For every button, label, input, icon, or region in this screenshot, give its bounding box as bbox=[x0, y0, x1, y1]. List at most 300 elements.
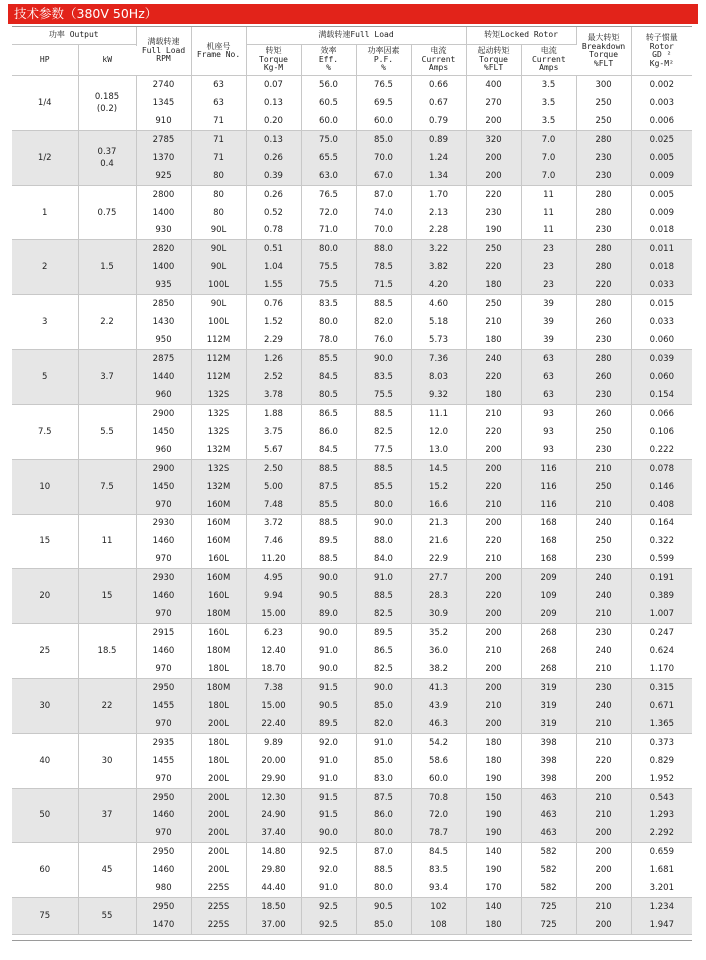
header-power: 功率 Output bbox=[12, 27, 136, 45]
breakdown-torque-cell: 230 bbox=[576, 149, 631, 167]
rpm-cell: 935 bbox=[136, 276, 191, 294]
starting-torque-cell: 180 bbox=[466, 386, 521, 404]
frame-cell: 160L bbox=[191, 550, 246, 568]
locked-current-cell: 209 bbox=[521, 569, 576, 587]
efficiency-cell: 80.0 bbox=[301, 240, 356, 258]
torque-cell: 22.40 bbox=[246, 715, 301, 733]
breakdown-torque-cell: 210 bbox=[576, 733, 631, 751]
power-factor-cell: 85.5 bbox=[356, 478, 411, 496]
power-factor-cell: 86.5 bbox=[356, 642, 411, 660]
torque-cell: 0.76 bbox=[246, 295, 301, 313]
torque-cell: 37.40 bbox=[246, 824, 301, 842]
hp-cell: 5 bbox=[12, 350, 78, 405]
hp-cell: 1/4 bbox=[12, 76, 78, 131]
torque-cell: 4.95 bbox=[246, 569, 301, 587]
frame-cell: 80 bbox=[191, 185, 246, 203]
rotor-gd2-cell: 1.293 bbox=[631, 807, 692, 825]
locked-current-cell: 582 bbox=[521, 861, 576, 879]
power-factor-cell: 87.5 bbox=[356, 788, 411, 806]
efficiency-cell: 56.0 bbox=[301, 76, 356, 94]
frame-cell: 71 bbox=[191, 112, 246, 130]
rotor-gd2-cell: 0.659 bbox=[631, 843, 692, 861]
torque-cell: 0.13 bbox=[246, 130, 301, 148]
starting-torque-cell: 190 bbox=[466, 824, 521, 842]
rpm-cell: 1400 bbox=[136, 204, 191, 222]
efficiency-cell: 89.5 bbox=[301, 532, 356, 550]
rotor-gd2-cell: 0.018 bbox=[631, 258, 692, 276]
locked-current-cell: 93 bbox=[521, 423, 576, 441]
torque-cell: 1.26 bbox=[246, 350, 301, 368]
hp-cell: 25 bbox=[12, 624, 78, 679]
breakdown-torque-cell: 280 bbox=[576, 130, 631, 148]
efficiency-cell: 76.5 bbox=[301, 185, 356, 203]
torque-cell: 2.52 bbox=[246, 368, 301, 386]
torque-cell: 29.80 bbox=[246, 861, 301, 879]
locked-current-cell: 23 bbox=[521, 240, 576, 258]
torque-cell: 12.40 bbox=[246, 642, 301, 660]
power-factor-cell: 88.5 bbox=[356, 587, 411, 605]
torque-cell: 15.00 bbox=[246, 697, 301, 715]
rpm-cell: 2950 bbox=[136, 898, 191, 916]
kw-value: 0.4 bbox=[100, 158, 114, 169]
efficiency-cell: 88.5 bbox=[301, 459, 356, 477]
power-factor-cell: 75.5 bbox=[356, 386, 411, 404]
table-row bbox=[12, 459, 692, 477]
torque-cell: 1.04 bbox=[246, 258, 301, 276]
starting-torque-cell: 250 bbox=[466, 240, 521, 258]
hp-cell: 20 bbox=[12, 569, 78, 624]
power-factor-cell: 76.0 bbox=[356, 331, 411, 349]
kw-value: 15 bbox=[101, 591, 113, 602]
frame-cell: 225S bbox=[191, 916, 246, 934]
header-breakdown: 最大转矩 Breakdown Torque %FLT bbox=[576, 27, 631, 76]
kw-cell bbox=[78, 514, 136, 569]
header-locked-current: 电流 Current Amps bbox=[521, 45, 576, 76]
frame-cell: 90L bbox=[191, 240, 246, 258]
efficiency-cell: 90.5 bbox=[301, 697, 356, 715]
locked-current-cell: 463 bbox=[521, 824, 576, 842]
current-cell: 7.36 bbox=[411, 350, 466, 368]
torque-cell: 7.38 bbox=[246, 678, 301, 696]
starting-torque-cell: 210 bbox=[466, 404, 521, 422]
hp-cell: 30 bbox=[12, 678, 78, 733]
breakdown-torque-cell: 280 bbox=[576, 258, 631, 276]
torque-cell: 0.52 bbox=[246, 204, 301, 222]
locked-current-cell: 725 bbox=[521, 898, 576, 916]
motor-group bbox=[12, 350, 692, 405]
efficiency-cell: 92.0 bbox=[301, 733, 356, 751]
starting-torque-cell: 200 bbox=[466, 624, 521, 642]
current-cell: 43.9 bbox=[411, 697, 466, 715]
current-cell: 12.0 bbox=[411, 423, 466, 441]
rotor-gd2-cell: 0.315 bbox=[631, 678, 692, 696]
rpm-cell: 2785 bbox=[136, 130, 191, 148]
power-factor-cell: 87.0 bbox=[356, 843, 411, 861]
current-cell: 11.1 bbox=[411, 404, 466, 422]
current-cell: 83.5 bbox=[411, 861, 466, 879]
power-factor-cell: 82.5 bbox=[356, 660, 411, 678]
motor-group bbox=[12, 185, 692, 240]
table-row bbox=[12, 898, 692, 916]
header-current: 电流 Current Amps bbox=[411, 45, 466, 76]
frame-cell: 160M bbox=[191, 496, 246, 514]
breakdown-torque-cell: 240 bbox=[576, 514, 631, 532]
frame-cell: 112M bbox=[191, 350, 246, 368]
locked-current-cell: 3.5 bbox=[521, 76, 576, 94]
efficiency-cell: 65.5 bbox=[301, 149, 356, 167]
starting-torque-cell: 270 bbox=[466, 94, 521, 112]
current-cell: 4.60 bbox=[411, 295, 466, 313]
kw-cell bbox=[78, 678, 136, 733]
motor-group bbox=[12, 733, 692, 788]
frame-cell: 63 bbox=[191, 94, 246, 112]
rotor-gd2-cell: 0.039 bbox=[631, 350, 692, 368]
kw-value: 0.37 bbox=[97, 146, 117, 157]
current-cell: 35.2 bbox=[411, 624, 466, 642]
current-cell: 70.8 bbox=[411, 788, 466, 806]
efficiency-cell: 75.5 bbox=[301, 258, 356, 276]
breakdown-torque-cell: 240 bbox=[576, 569, 631, 587]
hp-cell: 2 bbox=[12, 240, 78, 295]
header-speed: 满载转速 Full Load RPM bbox=[136, 27, 191, 76]
rpm-cell: 910 bbox=[136, 112, 191, 130]
rpm-cell: 2950 bbox=[136, 788, 191, 806]
rotor-gd2-cell: 0.015 bbox=[631, 295, 692, 313]
breakdown-torque-cell: 210 bbox=[576, 788, 631, 806]
locked-current-cell: 268 bbox=[521, 624, 576, 642]
rotor-gd2-cell: 0.389 bbox=[631, 587, 692, 605]
power-factor-cell: 83.0 bbox=[356, 770, 411, 788]
current-cell: 93.4 bbox=[411, 879, 466, 897]
motor-group bbox=[12, 843, 692, 898]
torque-cell: 14.80 bbox=[246, 843, 301, 861]
kw-value: 7.5 bbox=[100, 481, 114, 492]
rotor-gd2-cell: 1.007 bbox=[631, 605, 692, 623]
kw-cell bbox=[78, 459, 136, 514]
breakdown-torque-cell: 210 bbox=[576, 459, 631, 477]
frame-cell: 200L bbox=[191, 788, 246, 806]
frame-cell: 200L bbox=[191, 770, 246, 788]
motor-group bbox=[12, 898, 692, 935]
kw-value: 55 bbox=[101, 911, 113, 922]
motor-group bbox=[12, 240, 692, 295]
hp-cell: 7.5 bbox=[12, 404, 78, 459]
torque-cell: 18.70 bbox=[246, 660, 301, 678]
table-row bbox=[12, 404, 692, 422]
rotor-gd2-cell: 0.033 bbox=[631, 313, 692, 331]
frame-cell: 225S bbox=[191, 898, 246, 916]
torque-cell: 1.55 bbox=[246, 276, 301, 294]
kw-value: 1.5 bbox=[100, 262, 114, 273]
efficiency-cell: 80.0 bbox=[301, 313, 356, 331]
frame-cell: 112M bbox=[191, 368, 246, 386]
torque-cell: 9.94 bbox=[246, 587, 301, 605]
power-factor-cell: 78.5 bbox=[356, 258, 411, 276]
rotor-gd2-cell: 0.003 bbox=[631, 94, 692, 112]
frame-cell: 71 bbox=[191, 130, 246, 148]
breakdown-torque-cell: 200 bbox=[576, 824, 631, 842]
frame-cell: 160M bbox=[191, 532, 246, 550]
locked-current-cell: 168 bbox=[521, 550, 576, 568]
power-factor-cell: 90.0 bbox=[356, 514, 411, 532]
locked-current-cell: 209 bbox=[521, 605, 576, 623]
motor-group bbox=[12, 404, 692, 459]
breakdown-torque-cell: 230 bbox=[576, 624, 631, 642]
efficiency-cell: 91.0 bbox=[301, 879, 356, 897]
kw-cell bbox=[78, 404, 136, 459]
efficiency-cell: 92.5 bbox=[301, 843, 356, 861]
frame-cell: 90L bbox=[191, 258, 246, 276]
motor-group bbox=[12, 459, 692, 514]
frame-cell: 180L bbox=[191, 660, 246, 678]
rpm-cell: 960 bbox=[136, 386, 191, 404]
locked-current-cell: 39 bbox=[521, 313, 576, 331]
rpm-cell: 1460 bbox=[136, 587, 191, 605]
kw-value: 5.5 bbox=[100, 426, 114, 437]
locked-current-cell: 63 bbox=[521, 368, 576, 386]
starting-torque-cell: 220 bbox=[466, 532, 521, 550]
rotor-gd2-cell: 0.543 bbox=[631, 788, 692, 806]
breakdown-torque-cell: 210 bbox=[576, 605, 631, 623]
kw-cell bbox=[78, 76, 136, 131]
torque-cell: 0.51 bbox=[246, 240, 301, 258]
table-row bbox=[12, 295, 692, 313]
torque-cell: 9.89 bbox=[246, 733, 301, 751]
frame-cell: 90L bbox=[191, 295, 246, 313]
power-factor-cell: 80.0 bbox=[356, 496, 411, 514]
power-factor-cell: 82.0 bbox=[356, 313, 411, 331]
table-row bbox=[12, 569, 692, 587]
rotor-gd2-cell: 0.005 bbox=[631, 185, 692, 203]
locked-current-cell: 63 bbox=[521, 386, 576, 404]
frame-cell: 71 bbox=[191, 149, 246, 167]
torque-cell: 0.39 bbox=[246, 167, 301, 185]
rotor-gd2-cell: 0.373 bbox=[631, 733, 692, 751]
page-title: 技术参数（380V 50Hz） bbox=[14, 6, 158, 21]
rpm-cell: 980 bbox=[136, 879, 191, 897]
rotor-gd2-cell: 0.222 bbox=[631, 441, 692, 459]
efficiency-cell: 86.5 bbox=[301, 404, 356, 422]
starting-torque-cell: 200 bbox=[466, 715, 521, 733]
current-cell: 8.03 bbox=[411, 368, 466, 386]
rpm-cell: 950 bbox=[136, 331, 191, 349]
starting-torque-cell: 200 bbox=[466, 569, 521, 587]
power-factor-cell: 85.0 bbox=[356, 130, 411, 148]
breakdown-torque-cell: 280 bbox=[576, 204, 631, 222]
starting-torque-cell: 200 bbox=[466, 441, 521, 459]
frame-cell: 180M bbox=[191, 678, 246, 696]
rotor-gd2-cell: 1.234 bbox=[631, 898, 692, 916]
rpm-cell: 2950 bbox=[136, 843, 191, 861]
starting-torque-cell: 180 bbox=[466, 916, 521, 934]
current-cell: 5.18 bbox=[411, 313, 466, 331]
efficiency-cell: 63.0 bbox=[301, 167, 356, 185]
frame-cell: 112M bbox=[191, 331, 246, 349]
breakdown-torque-cell: 260 bbox=[576, 368, 631, 386]
starting-torque-cell: 210 bbox=[466, 313, 521, 331]
current-cell: 72.0 bbox=[411, 807, 466, 825]
torque-cell: 37.00 bbox=[246, 916, 301, 934]
frame-cell: 180M bbox=[191, 642, 246, 660]
efficiency-cell: 84.5 bbox=[301, 441, 356, 459]
rpm-cell: 1460 bbox=[136, 642, 191, 660]
efficiency-cell: 91.0 bbox=[301, 752, 356, 770]
kw-cell bbox=[78, 624, 136, 679]
power-factor-cell: 90.0 bbox=[356, 350, 411, 368]
rotor-gd2-cell: 0.154 bbox=[631, 386, 692, 404]
table-row bbox=[12, 76, 692, 94]
efficiency-cell: 91.0 bbox=[301, 770, 356, 788]
current-cell: 102 bbox=[411, 898, 466, 916]
torque-cell: 3.78 bbox=[246, 386, 301, 404]
power-factor-cell: 88.5 bbox=[356, 404, 411, 422]
kw-value: 18.5 bbox=[97, 646, 117, 657]
efficiency-cell: 60.5 bbox=[301, 94, 356, 112]
table-row bbox=[12, 678, 692, 696]
frame-cell: 100L bbox=[191, 276, 246, 294]
efficiency-cell: 83.5 bbox=[301, 295, 356, 313]
efficiency-cell: 71.0 bbox=[301, 222, 356, 240]
starting-torque-cell: 200 bbox=[466, 112, 521, 130]
starting-torque-cell: 190 bbox=[466, 861, 521, 879]
current-cell: 54.2 bbox=[411, 733, 466, 751]
frame-cell: 132S bbox=[191, 459, 246, 477]
rotor-gd2-cell: 1.365 bbox=[631, 715, 692, 733]
rpm-cell: 1460 bbox=[136, 861, 191, 879]
locked-current-cell: 7.0 bbox=[521, 149, 576, 167]
power-factor-cell: 88.5 bbox=[356, 861, 411, 879]
power-factor-cell: 84.0 bbox=[356, 550, 411, 568]
torque-cell: 1.88 bbox=[246, 404, 301, 422]
rpm-cell: 1440 bbox=[136, 368, 191, 386]
kw-value: 11 bbox=[101, 536, 113, 547]
kw-value: 45 bbox=[101, 865, 113, 876]
rotor-gd2-cell: 0.624 bbox=[631, 642, 692, 660]
torque-cell: 0.26 bbox=[246, 149, 301, 167]
header-starting-torque: 起动转矩 Torque %FLT bbox=[466, 45, 521, 76]
current-cell: 21.3 bbox=[411, 514, 466, 532]
torque-cell: 44.40 bbox=[246, 879, 301, 897]
rpm-cell: 1400 bbox=[136, 258, 191, 276]
kw-value: 22 bbox=[101, 700, 113, 711]
breakdown-torque-cell: 240 bbox=[576, 587, 631, 605]
kw-cell bbox=[78, 240, 136, 295]
breakdown-torque-cell: 240 bbox=[576, 642, 631, 660]
table-row bbox=[12, 130, 692, 148]
locked-current-cell: 3.5 bbox=[521, 112, 576, 130]
frame-cell: 160L bbox=[191, 624, 246, 642]
rpm-cell: 1455 bbox=[136, 697, 191, 715]
frame-cell: 180L bbox=[191, 697, 246, 715]
rotor-gd2-cell: 0.146 bbox=[631, 478, 692, 496]
current-cell: 1.34 bbox=[411, 167, 466, 185]
kw-value: 3.7 bbox=[100, 371, 114, 382]
rpm-cell: 1450 bbox=[136, 478, 191, 496]
rotor-gd2-cell: 0.829 bbox=[631, 752, 692, 770]
rpm-cell: 1460 bbox=[136, 532, 191, 550]
hp-cell: 1/2 bbox=[12, 130, 78, 185]
frame-cell: 200L bbox=[191, 861, 246, 879]
breakdown-torque-cell: 250 bbox=[576, 94, 631, 112]
power-factor-cell: 70.0 bbox=[356, 149, 411, 167]
locked-current-cell: 463 bbox=[521, 788, 576, 806]
efficiency-cell: 78.0 bbox=[301, 331, 356, 349]
rotor-gd2-cell: 0.011 bbox=[631, 240, 692, 258]
efficiency-cell: 87.5 bbox=[301, 478, 356, 496]
starting-torque-cell: 220 bbox=[466, 368, 521, 386]
rpm-cell: 1370 bbox=[136, 149, 191, 167]
frame-cell: 225S bbox=[191, 879, 246, 897]
starting-torque-cell: 210 bbox=[466, 642, 521, 660]
starting-torque-cell: 190 bbox=[466, 807, 521, 825]
breakdown-torque-cell: 200 bbox=[576, 879, 631, 897]
efficiency-cell: 92.5 bbox=[301, 916, 356, 934]
rotor-gd2-cell: 0.599 bbox=[631, 550, 692, 568]
table-row bbox=[12, 624, 692, 642]
power-factor-cell: 80.0 bbox=[356, 824, 411, 842]
locked-current-cell: 11 bbox=[521, 185, 576, 203]
hp-cell: 3 bbox=[12, 295, 78, 350]
power-factor-cell: 85.0 bbox=[356, 752, 411, 770]
starting-torque-cell: 200 bbox=[466, 149, 521, 167]
locked-current-cell: 7.0 bbox=[521, 167, 576, 185]
power-factor-cell: 67.0 bbox=[356, 167, 411, 185]
torque-cell: 29.90 bbox=[246, 770, 301, 788]
table-row bbox=[12, 240, 692, 258]
rotor-gd2-cell: 0.033 bbox=[631, 276, 692, 294]
torque-cell: 11.20 bbox=[246, 550, 301, 568]
rpm-cell: 1455 bbox=[136, 752, 191, 770]
frame-cell: 180L bbox=[191, 733, 246, 751]
power-factor-cell: 85.0 bbox=[356, 697, 411, 715]
starting-torque-cell: 190 bbox=[466, 222, 521, 240]
current-cell: 2.13 bbox=[411, 204, 466, 222]
breakdown-torque-cell: 210 bbox=[576, 898, 631, 916]
rotor-gd2-cell: 0.060 bbox=[631, 331, 692, 349]
efficiency-cell: 90.0 bbox=[301, 824, 356, 842]
current-cell: 108 bbox=[411, 916, 466, 934]
efficiency-cell: 91.5 bbox=[301, 678, 356, 696]
efficiency-cell: 85.5 bbox=[301, 350, 356, 368]
frame-cell: 180M bbox=[191, 605, 246, 623]
rpm-cell: 2935 bbox=[136, 733, 191, 751]
locked-current-cell: 268 bbox=[521, 642, 576, 660]
torque-cell: 6.23 bbox=[246, 624, 301, 642]
frame-cell: 160M bbox=[191, 514, 246, 532]
starting-torque-cell: 180 bbox=[466, 331, 521, 349]
power-factor-cell: 69.5 bbox=[356, 94, 411, 112]
breakdown-torque-cell: 280 bbox=[576, 240, 631, 258]
rpm-cell: 2740 bbox=[136, 76, 191, 94]
locked-current-cell: 268 bbox=[521, 660, 576, 678]
kw-value: 37 bbox=[101, 810, 113, 821]
motor-group bbox=[12, 788, 692, 843]
motor-group bbox=[12, 514, 692, 569]
breakdown-torque-cell: 230 bbox=[576, 222, 631, 240]
frame-cell: 132M bbox=[191, 478, 246, 496]
locked-current-cell: 39 bbox=[521, 331, 576, 349]
current-cell: 84.5 bbox=[411, 843, 466, 861]
rotor-gd2-cell: 3.201 bbox=[631, 879, 692, 897]
starting-torque-cell: 210 bbox=[466, 697, 521, 715]
current-cell: 14.5 bbox=[411, 459, 466, 477]
power-factor-cell: 85.0 bbox=[356, 916, 411, 934]
locked-current-cell: 93 bbox=[521, 404, 576, 422]
current-cell: 0.67 bbox=[411, 94, 466, 112]
locked-current-cell: 398 bbox=[521, 733, 576, 751]
current-cell: 36.0 bbox=[411, 642, 466, 660]
rotor-gd2-cell: 0.066 bbox=[631, 404, 692, 422]
